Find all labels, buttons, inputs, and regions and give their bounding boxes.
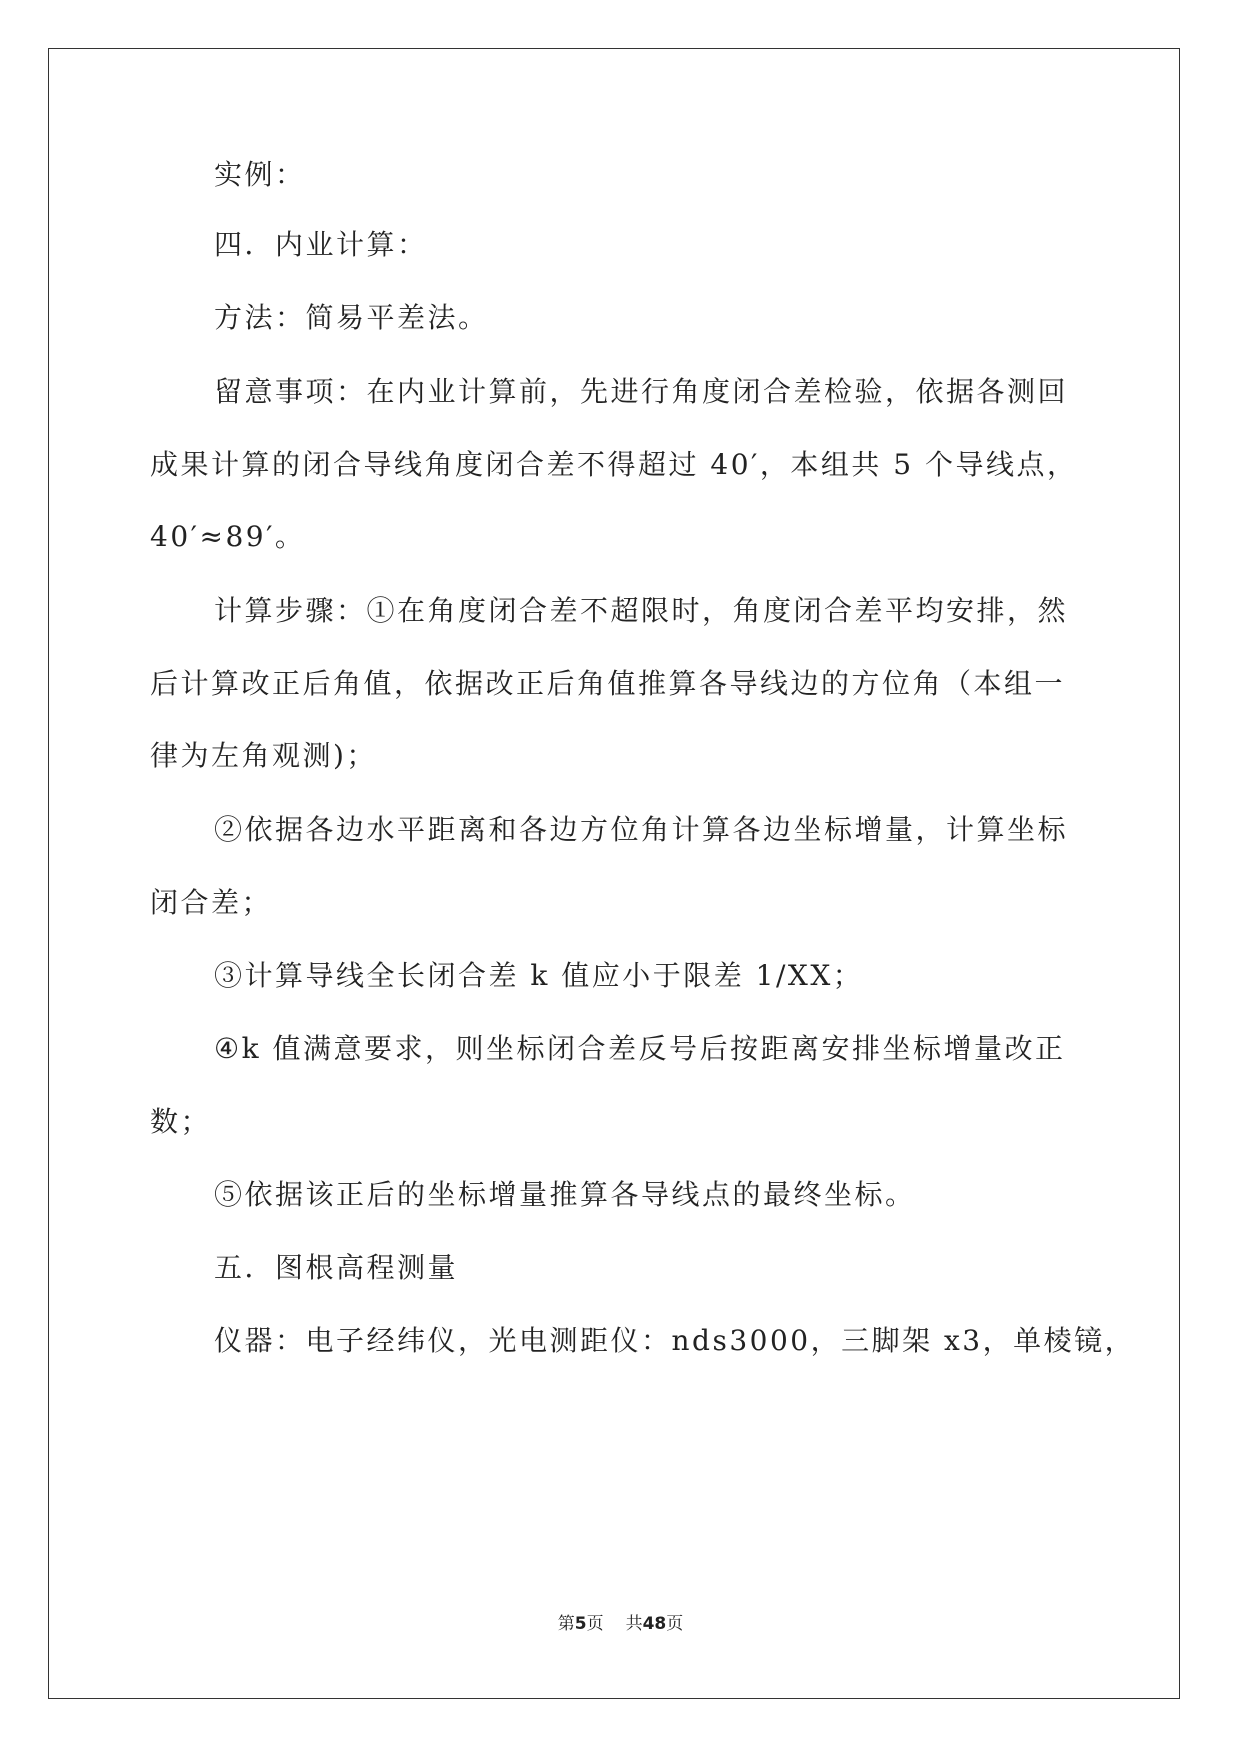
paragraph-step-2-line-2: 闭合差； [150, 886, 273, 919]
paragraph-steps-line-1: 计算步骤：①在角度闭合差不超限时，角度闭合差平均安排，然 [214, 594, 1069, 627]
section-heading-elevation-survey: 五．图根高程测量 [214, 1251, 459, 1284]
footer-page-total: 48 [642, 1614, 667, 1634]
paragraph-steps-line-3: 律为左角观测)； [150, 739, 377, 772]
page-footer [0, 1612, 1241, 1636]
paragraph-step-4-line-1: ④k 值满意要求，则坐标闭合差反号后按距离安排坐标增量改正 [214, 1032, 1066, 1065]
paragraph-step-5: ⑤依据该正后的坐标增量推算各导线点的最终坐标。 [214, 1178, 916, 1211]
paragraph-steps-line-2: 后计算改正后角值，依据改正后角值推算各导线边的方位角（本组一 [150, 667, 1066, 700]
paragraph-method: 方法：简易平差法。 [214, 301, 489, 334]
footer-page-suffix: 页 [586, 1614, 604, 1634]
footer-total-prefix: 共 [625, 1614, 643, 1634]
footer-page-current: 5 [574, 1614, 587, 1634]
paragraph-step-4-line-2: 数； [150, 1105, 212, 1138]
paragraph-notes-line-2: 成果计算的闭合导线角度闭合差不得超过 40′，本组共 5 个导线点， [150, 448, 1078, 481]
paragraph-step-3: ③计算导线全长闭合差 k 值应小于限差 1/XX； [214, 959, 864, 992]
page-border [48, 48, 1180, 1699]
paragraph-notes-line-3: 40′≈89′。 [150, 520, 306, 553]
paragraph-notes-line-1: 留意事项：在内业计算前，先进行角度闭合差检验，依据各测回 [214, 375, 1069, 408]
footer-total-suffix: 页 [666, 1614, 684, 1634]
footer-page-prefix: 第 [557, 1614, 575, 1634]
section-heading-internal-calculation: 四．内业计算： [214, 228, 428, 261]
paragraph-instruments: 仪器：电子经纬仪，光电测距仪：nds3000，三脚架 x3，单棱镜， [214, 1324, 1136, 1357]
paragraph-example-heading: 实例： [214, 158, 306, 191]
paragraph-step-2-line-1: ②依据各边水平距离和各边方位角计算各边坐标增量，计算坐标 [214, 813, 1069, 846]
